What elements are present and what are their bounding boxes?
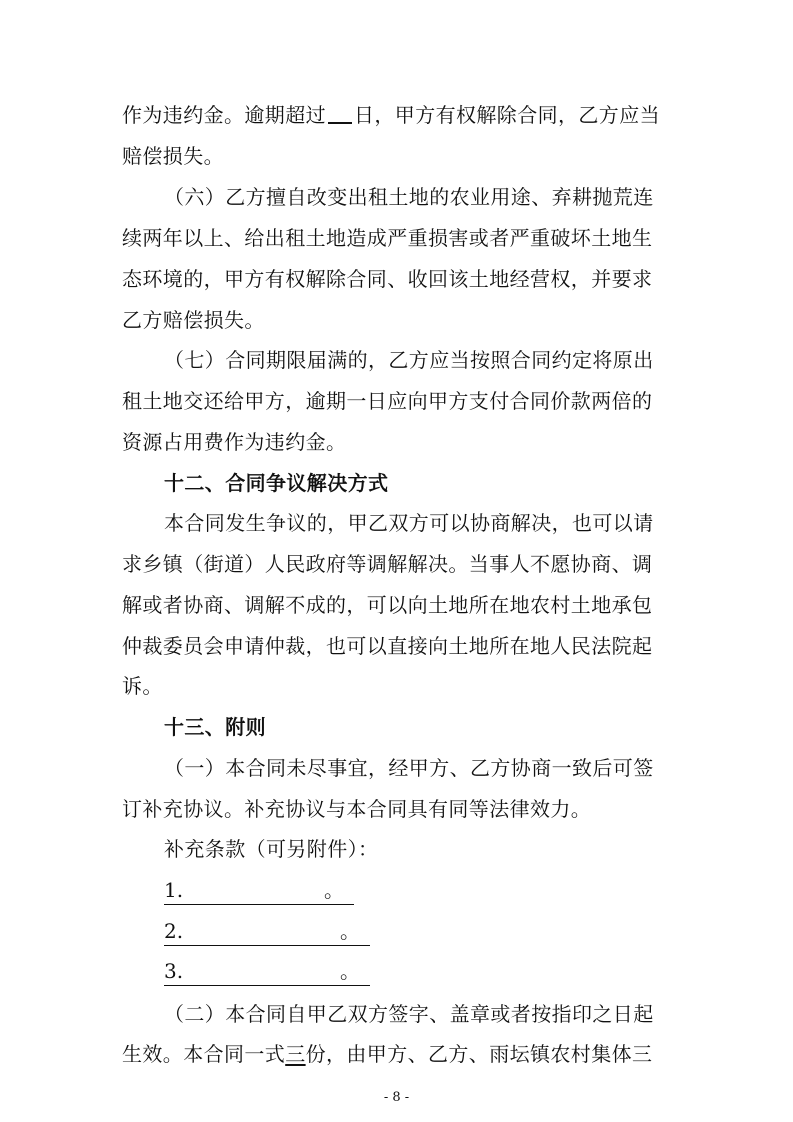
blank-underline [328,102,352,124]
text-segment: 作为违约金。逾期超过 [122,103,326,127]
section-heading: 十二、合同争议解决方式 [164,471,389,495]
supplement-item-2 [164,917,370,946]
paragraph-line: 订补充协议。补充协议与本合同具有同等法律效力。 [122,797,592,821]
paragraph-line: 租土地交还给甲方，逾期一日应向甲方支付合同价款两倍的 [122,389,653,413]
item-number: 3. [164,959,184,983]
supplement-item-3 [164,957,370,986]
page-number: - 8 - [383,1090,410,1105]
text-segment: 生效。本合同一式 [122,1042,286,1066]
text-segment: 份，由甲方、乙方、雨坛镇农村集体三 [305,1042,653,1066]
section-heading: 十三、附则 [164,715,266,739]
paragraph-line: 资源占用费作为违约金。 [122,430,347,454]
item-number: 1. [164,878,184,902]
item-end-mark: 。 [340,919,360,943]
paragraph-line: 求乡镇（街道）人民政府等调解解决。当事人不愿协商、调 [122,552,653,576]
paragraph-line: 赔偿损失。 [122,144,224,168]
paragraph-line: 本合同发生争议的，甲乙双方可以协商解决，也可以请 [164,511,654,535]
paragraph-line: （七）合同期限届满的，乙方应当按照合同约定将原出 [164,348,654,372]
paragraph-line: 仲裁委员会申请仲裁，也可以直接向土地所在地人民法院起 [122,634,653,658]
paragraph-line: （二）本合同自甲乙双方签字、盖章或者按指印之日起 [164,1002,654,1026]
paragraph-line: 乙方赔偿损失。 [122,308,265,332]
paragraph-line: 态环境的，甲方有权解除合同、收回该土地经营权，并要求 [122,267,653,291]
paragraph-line: （六）乙方擅自改变出租土地的农业用途、弃耕抛荒连 [164,185,654,209]
copies-count: 三 [285,1042,306,1066]
paragraph-line: （一）本合同未尽事宜，经甲方、乙方协商一致后可签 [164,756,654,780]
item-end-mark: 。 [340,959,360,983]
paragraph-line [0,1040,793,1068]
supplement-label: 补充条款（可另附件）： [164,837,379,861]
item-end-mark: 。 [324,878,344,902]
paragraph-line: 续两年以上、给出租土地造成严重损害或者严重破坏土地生 [122,226,653,250]
paragraph-line: 诉。 [122,674,163,698]
paragraph-line: 解或者协商、调解不成的，可以向土地所在地农村土地承包 [122,593,653,617]
paragraph-line [0,101,793,129]
item-number: 2. [164,919,184,943]
text-segment: 日，甲方有权解除合同，乙方应当 [354,103,660,127]
supplement-item-1 [164,876,354,905]
